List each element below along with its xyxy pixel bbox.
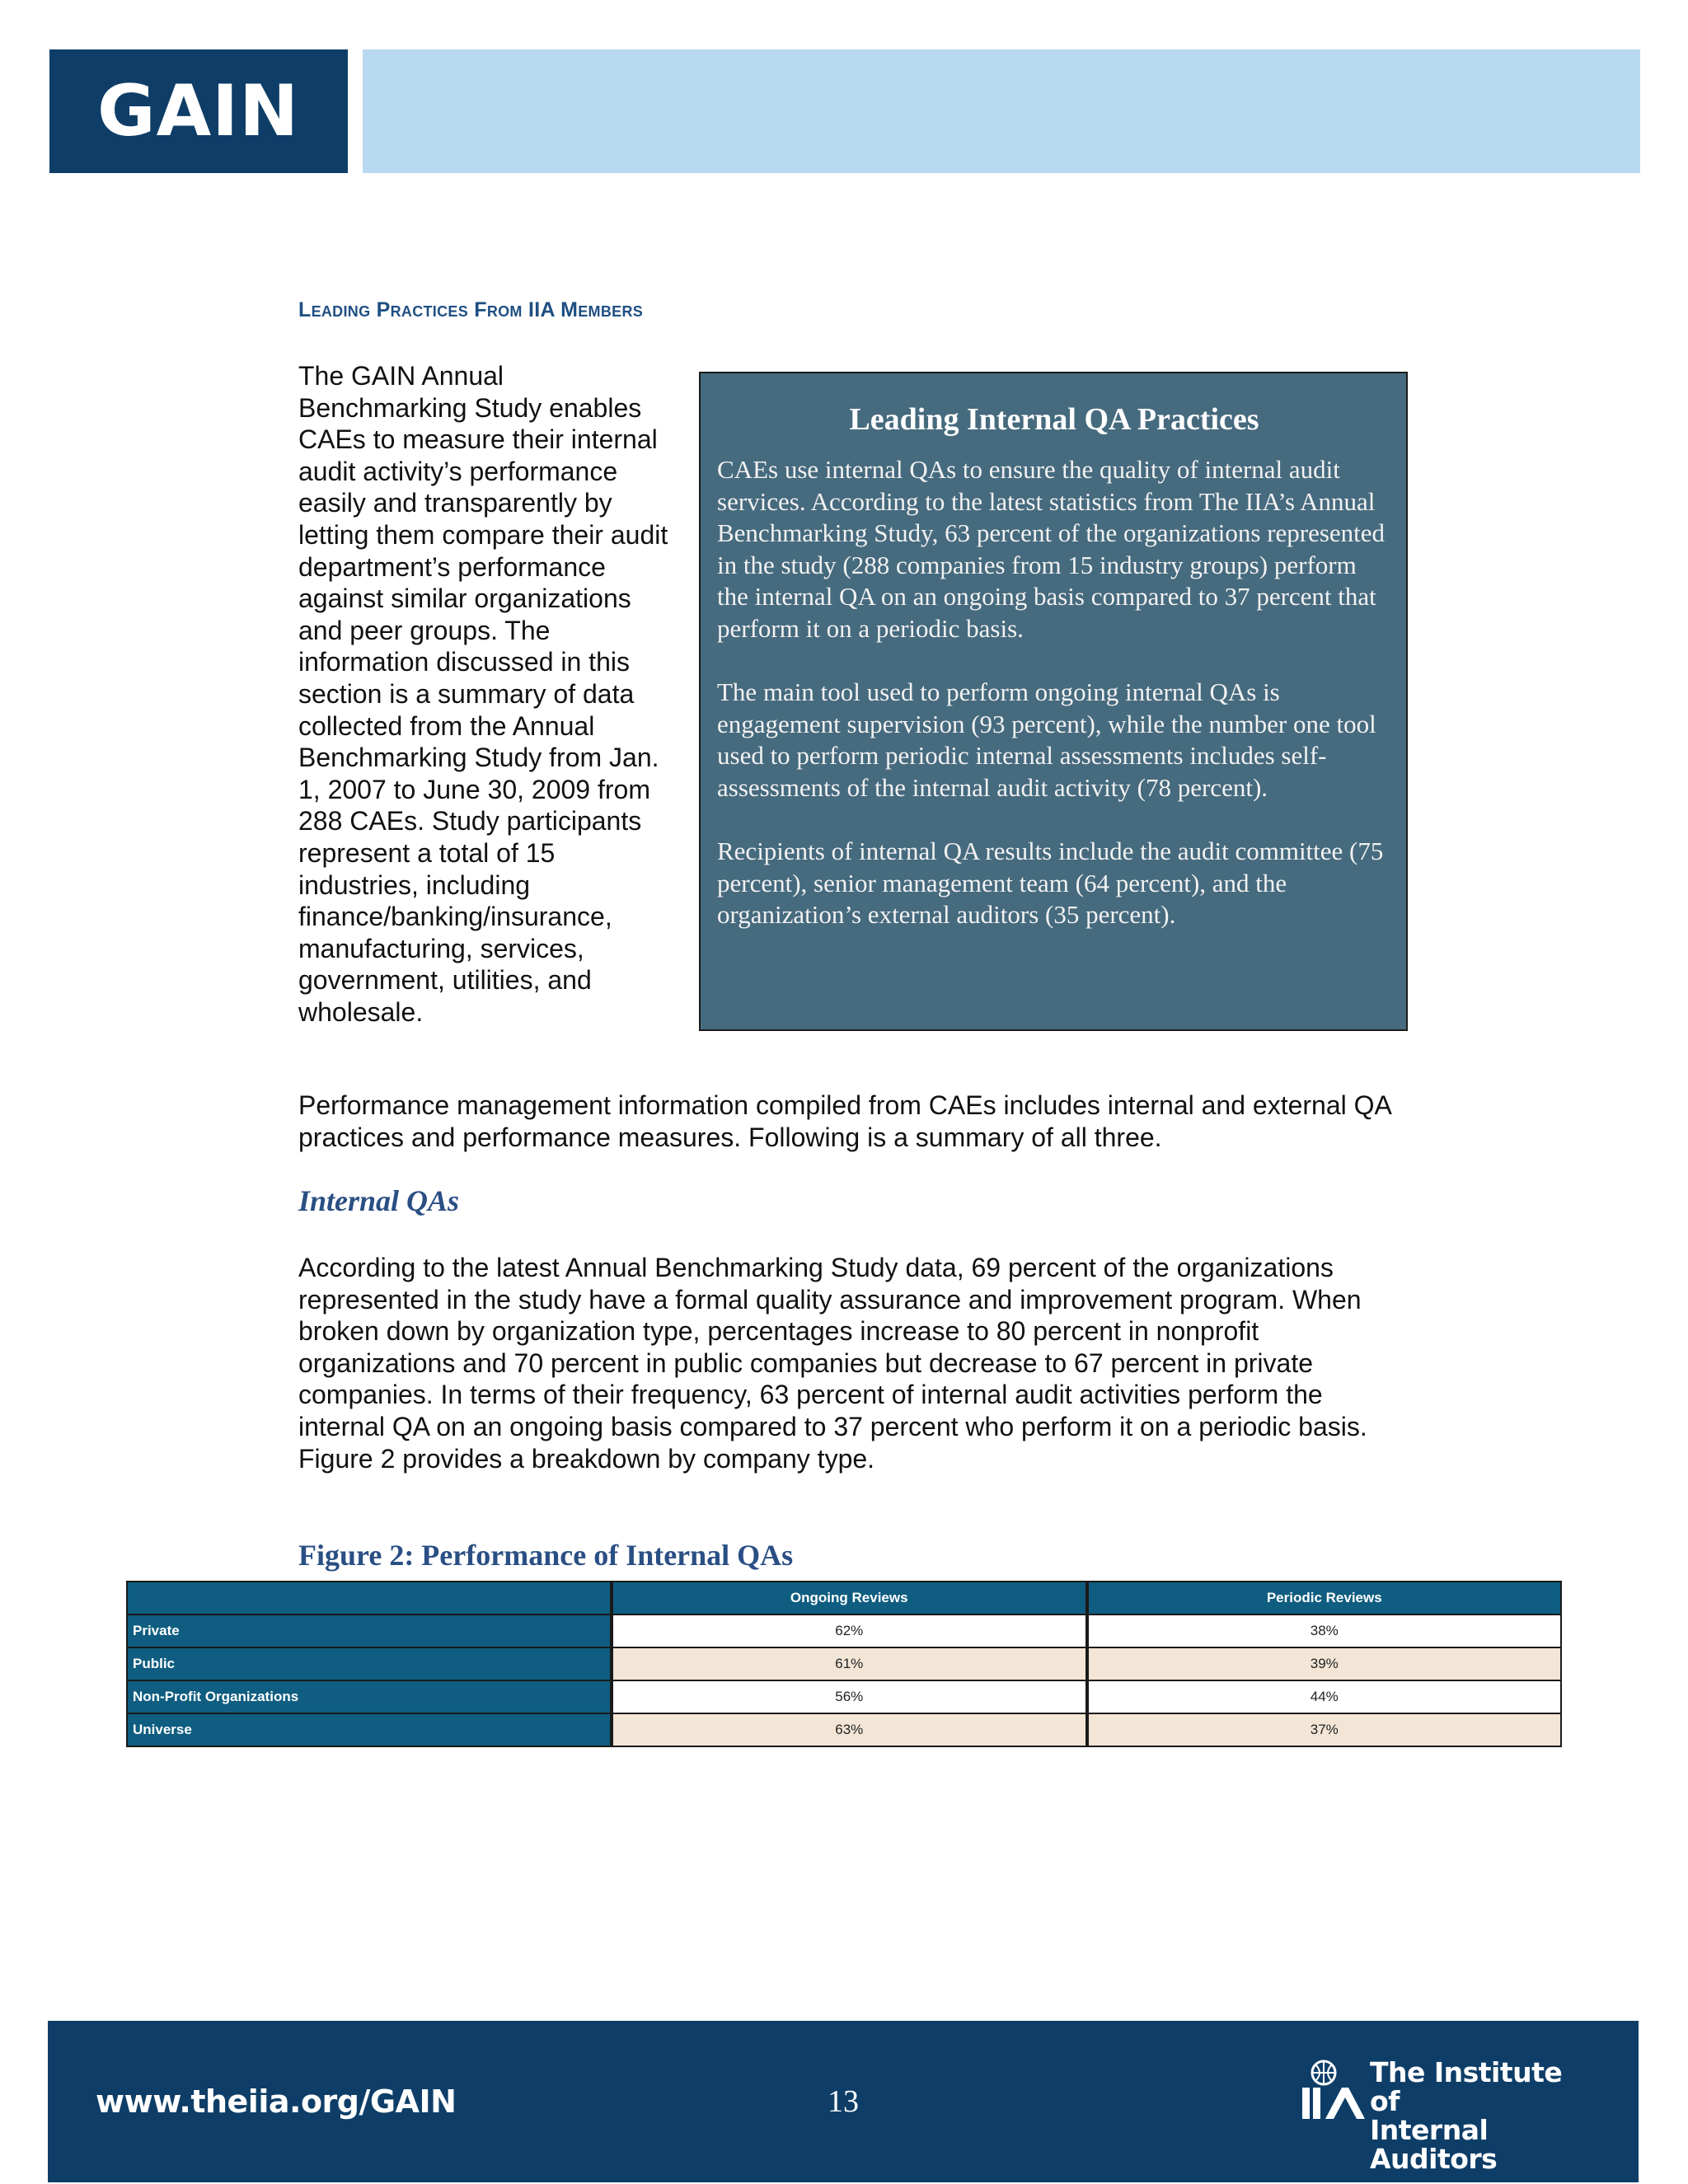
qa-box-paragraph: Recipients of internal QA results include the audit committee (75 percent), senior management team (64 percent), and the organization’s external auditors (35 percent). bbox=[717, 837, 1384, 930]
intro-paragraph: The GAIN Annual Benchmarking Study enables CAEs to measure their internal audit activity’s performance easily and transparently by letting them compare their audit department’s performance against similar organizations and peer groups. The information discussed in this section is a summary of data collected from the Annual Benchmarking Study from Jan. 1, 2007 to June 30, 2009 from 288 CAEs. Study participants represent a total of 15 industries, including finance/banking/insurance, manufacturing, services, government, utilities, and wholesale. bbox=[298, 361, 668, 1027]
row-label: Public bbox=[128, 1648, 610, 1680]
iia-logo-line1: The Institute of bbox=[1370, 2056, 1563, 2117]
performance-paragraph: Performance management information compiled from CAEs includes internal and external QA practices and performance measures. Following is a summary of all three. bbox=[298, 1090, 1391, 1152]
page-number: 13 bbox=[828, 2084, 859, 2119]
cell-ongoing: 61% bbox=[613, 1648, 1085, 1680]
internal-qas-heading: Internal QAs bbox=[298, 1184, 460, 1217]
footer-url-link[interactable]: www.theiia.org/GAIN bbox=[96, 2083, 457, 2120]
iia-globe-logo-icon bbox=[1301, 2058, 1367, 2124]
cell-periodic: 37% bbox=[1089, 1714, 1561, 1746]
performance-table bbox=[126, 1581, 1562, 1747]
row-label: Non-Profit Organizations bbox=[128, 1681, 610, 1713]
table-header-periodic: Periodic Reviews bbox=[1089, 1582, 1561, 1614]
figure-title: Figure 2: Performance of Internal QAs bbox=[298, 1539, 794, 1572]
iia-logo bbox=[1301, 2056, 1597, 2175]
table-header-blank bbox=[128, 1582, 610, 1614]
header-band bbox=[363, 49, 1640, 173]
leading-qa-practices-box bbox=[699, 372, 1408, 1031]
qa-box-paragraph: CAEs use internal QAs to ensure the quality of internal audit services. According to the latest statistics from The IIA’s Annual Benchmarking Study, 63 percent of the organizations represented in the study (288 companies from 15 industry groups) perform the internal QA on an ongoing basis compared to 37 percent that perform it on a periodic basis. bbox=[717, 455, 1386, 643]
gain-logo: GAIN bbox=[49, 49, 348, 173]
cell-ongoing: 62% bbox=[613, 1615, 1085, 1647]
footer bbox=[48, 2021, 1639, 2182]
table-header-ongoing: Ongoing Reviews bbox=[613, 1582, 1085, 1614]
iia-logo-text bbox=[1370, 2058, 1597, 2173]
qa-box-title: Leading Internal QA Practices bbox=[849, 402, 1259, 437]
cell-periodic: 39% bbox=[1089, 1648, 1561, 1680]
cell-ongoing: 56% bbox=[613, 1681, 1085, 1713]
cell-periodic: 38% bbox=[1089, 1615, 1561, 1647]
section-heading: Leading Practices From IIA Members bbox=[298, 298, 644, 321]
internal-qas-paragraph: According to the latest Annual Benchmarking Study data, 69 percent of the organizations represented in the study have a formal quality assurance and improvement program. When broken down by organization type, percentages increase to 80 percent in nonprofit organizations and 70 percent in public companies but decrease to 67 percent in private companies. In terms of their frequency, 63 percent of internal audit activities perform the internal QA on an ongoing basis compared to 37 percent who perform it on a periodic basis. Figure 2 provides a breakdown by company type. bbox=[298, 1253, 1367, 1474]
row-label: Private bbox=[128, 1615, 610, 1647]
row-label: Universe bbox=[128, 1714, 610, 1746]
iia-logo-line2: Internal Auditors bbox=[1370, 2114, 1498, 2175]
cell-ongoing: 63% bbox=[613, 1714, 1085, 1746]
cell-periodic: 44% bbox=[1089, 1681, 1561, 1713]
qa-box-paragraph: The main tool used to perform ongoing internal QAs is engagement supervision (93 percent), while the number one tool used to perform periodic internal assessments includes self-assessments of the internal audit activity (78 percent). bbox=[717, 677, 1376, 802]
